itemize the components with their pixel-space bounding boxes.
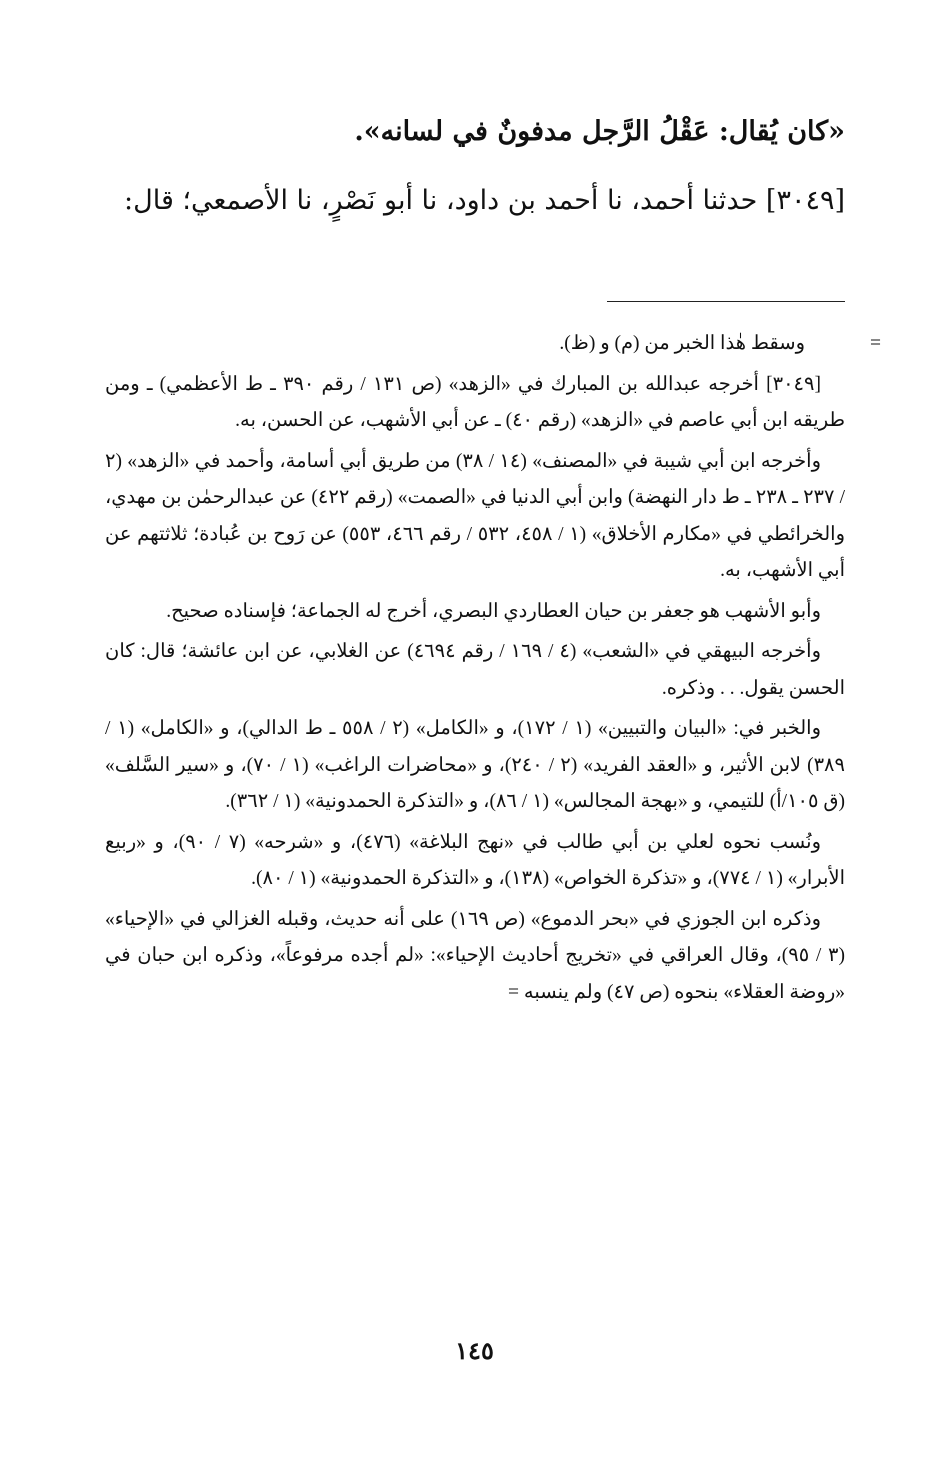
footnote-paragraph: وذكره ابن الجوزي في «بحر الدموع» (ص ١٦٩) على أنه حديث، وقبله الغزالي في «الإحياء» (٣ / ٩٥)، وقال العراقي في «تخريج أحاديث الإحياء»: «لم أجده مرفوعاً»، وذكره ابن حبان في «روضة العقلاء» بنحوه (ص ٤٧) ولم ينسبه =: [105, 908, 845, 1003]
page-number: ١٤٥: [455, 1336, 494, 1365]
footnote-separator: [607, 301, 845, 302]
footnote-paragraph: [٣٠٤٩] أخرجه عبدالله بن المبارك في «الزهد» (ص ١٣١ / رقم ٣٩٠ ـ ط الأعظمي) ـ ومن طريقه ابن أبي عاصم في «الزهد» (رقم ٤٠) ـ عن أبي الأشهب، عن الحسن، به.: [105, 373, 845, 431]
continuation-marker: =: [870, 333, 881, 354]
footnote-paragraph: وأخرجه البيهقي في «الشعب» (٤ / ١٦٩ / رقم ٤٦٩٤) عن الغلابي، عن ابن عائشة؛ قال: كان الحسن يقول. . . وذكره.: [105, 641, 845, 699]
quoted-saying: «كان يُقال: عَقْلُ الرَّجل مدفونٌ في لسانه».: [354, 116, 845, 147]
footnote-paragraph: والخبر في: «البيان والتبيين» (١ / ١٧٢)، و «الكامل» (٢ / ٥٥٨ ـ ط الدالي)، و «الكامل» (١ / ٣٨٩) لابن الأثير، و «العقد الفريد» (٢ / ٢٤٠)، و «محاضرات الراغب» (١ / ٧٠)، و «سير السَّلف» (ق ١٠٥/أ) للتيمي، و «بهجة المجالس» (١ / ٨٦)، و «التذكرة الحمدونية» (١ / ٣٦٢).: [105, 718, 845, 812]
footnote-paragraph: وأخرجه ابن أبي شيبة في «المصنف» (١٤ / ٣٨) من طريق أبي أسامة، وأحمد في «الزهد» (٢ / ٢٣٧ ـ ٢٣٨ ـ ط دار النهضة) وابن أبي الدنيا في «الصمت» (رقم ٤٢٢) عن عبدالرحمٰن بن مهدي، والخرائطي في «مكارم الأخلاق» (١ / ٤٥٨، ٥٣٢ / رقم ٤٦٦، ٥٥٣) عن رَوح بن عُبادة؛ ثلاثتهم عن أبي الأشهب، به.: [105, 450, 846, 581]
footnote-paragraph: وأبو الأشهب هو جعفر بن حيان العطاردي البصري، أخرج له الجماعة؛ فإسناده صحيح.: [166, 600, 821, 622]
footnote-text: وسقط هٰذا الخبر من (م) و (ظ).: [559, 333, 805, 354]
footnote-continuation: [105, 326, 881, 363]
hadith-isnad: [٣٠٤٩] حدثنا أحمد، نا أحمد بن داود، نا أبو نَصْرٍ، نا الأصمعي؛ قال:: [124, 185, 845, 216]
footnote-paragraph: ونُسب نحوه لعلي بن أبي طالب في «نهج البلاغة» (٤٧٦)، و «شرحه» (٧ / ٩٠)، و «ربيع الأبرار» (١ / ٧٧٤)، و «تذكرة الخواص» (١٣٨)، و «التذكرة الحمدونية» (١ / ٨٠).: [105, 831, 845, 889]
footnotes: [105, 326, 881, 1015]
